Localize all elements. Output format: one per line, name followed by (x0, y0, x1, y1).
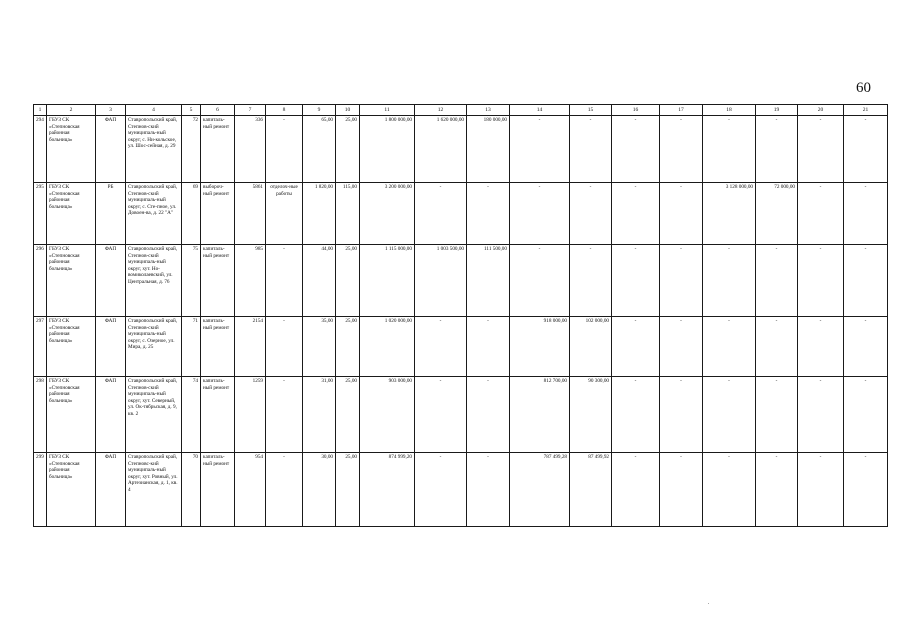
area-value: 336 (235, 116, 266, 183)
col20-value: - (798, 453, 844, 527)
row-number: 295 (34, 183, 47, 245)
column-number: 14 (510, 105, 570, 116)
col15-value: - (570, 116, 612, 183)
col12-value: - (415, 183, 467, 245)
col19-value: 72 000,00 (756, 183, 798, 245)
col20-value: - (798, 245, 844, 317)
col10-value: 25,00 (336, 116, 360, 183)
col13-value: 111 500,00 (467, 245, 510, 317)
organization-name: ГБУЗ СК «Степновская районная больница» (47, 317, 96, 377)
col18-value: - (703, 377, 756, 453)
col17-value: - (660, 453, 703, 527)
col8-value: отделоч-ные работы (266, 183, 303, 245)
column-number: 10 (336, 105, 360, 116)
area-value: 2154 (235, 317, 266, 377)
facility-type: ФАП (96, 317, 126, 377)
col21-value: - (844, 317, 888, 377)
facility-type: ФАП (96, 453, 126, 527)
col9-value: 31,00 (303, 377, 336, 453)
organization-name: ГБУЗ СК «Степновская районная больница» (47, 453, 96, 527)
column-number: 13 (467, 105, 510, 116)
col14-value: 918 000,00 (510, 317, 570, 377)
work-type: капиталь-ный ремонт (201, 116, 235, 183)
col14-value: - (510, 116, 570, 183)
col15-value: 87 499,92 (570, 453, 612, 527)
col5-value: 70 (182, 453, 201, 527)
column-number: 16 (612, 105, 660, 116)
col17-value: - (660, 116, 703, 183)
facility-address: Ставропольский край, Степнов-ский муниципаль-ный округ, хут. Северный, ул. Ок-тябрьская, д. 9, кв. 2 (126, 377, 182, 453)
column-number: 17 (660, 105, 703, 116)
column-number: 21 (844, 105, 888, 116)
col8-value: - (266, 377, 303, 453)
col9-value: 1 820,00 (303, 183, 336, 245)
facility-address: Ставропольский край, Степнов-ский муниципаль-ный округ, с. Озерное, ул. Мира, д. 25 (126, 317, 182, 377)
col8-value: - (266, 245, 303, 317)
column-number: 3 (96, 105, 126, 116)
col21-value: - (844, 377, 888, 453)
column-number: 19 (756, 105, 798, 116)
facility-address: Ставропольский край, Степнов-ский муниципаль-ный округ, с. Сте-пное, ул. Довоен-ва, д. 22 "А" (126, 183, 182, 245)
col16-value: - (612, 453, 660, 527)
col18-value: - (703, 317, 756, 377)
col8-value: - (266, 116, 303, 183)
column-number: 1 (34, 105, 47, 116)
page-number: 60 (856, 80, 871, 96)
col16-value: - (612, 317, 660, 377)
table-row (34, 183, 888, 245)
col14-value: 812 700,00 (510, 377, 570, 453)
col12-value: - (415, 317, 467, 377)
col19-value: - (756, 317, 798, 377)
col16-value: - (612, 183, 660, 245)
table-row (34, 453, 888, 527)
col19-value: - (756, 245, 798, 317)
col18-value: - (703, 116, 756, 183)
col15-value: 102 000,00 (570, 317, 612, 377)
column-number: 7 (235, 105, 266, 116)
col19-value: - (756, 116, 798, 183)
work-type: капиталь-ный ремонт (201, 317, 235, 377)
column-number: 4 (126, 105, 182, 116)
col5-value: 74 (182, 377, 201, 453)
row-number: 297 (34, 317, 47, 377)
col5-value: 75 (182, 245, 201, 317)
facility-type: РБ (96, 183, 126, 245)
work-type: капиталь-ный ремонт (201, 245, 235, 317)
col21-value: - (844, 183, 888, 245)
col13-value: 180 000,00 (467, 116, 510, 183)
total-cost: 1 020 000,00 (360, 317, 415, 377)
col15-value: - (570, 245, 612, 317)
facility-type: ФАП (96, 116, 126, 183)
col9-value: 44,00 (303, 245, 336, 317)
scan-speck (708, 603, 709, 604)
column-number-row (34, 105, 888, 116)
total-cost: 1 115 000,00 (360, 245, 415, 317)
col20-value: - (798, 317, 844, 377)
table-row (34, 245, 888, 317)
col5-value: 69 (182, 183, 201, 245)
facility-address: Ставропольский край, Степнов-ский муниципаль-ный округ, с. Ни-кольское, ул. Шос-сейная, д. 29 (126, 116, 182, 183)
table-row (34, 116, 888, 183)
facilities-repair-table (33, 104, 888, 527)
organization-name: ГБУЗ СК «Степновская районная больница» (47, 116, 96, 183)
col12-value: - (415, 377, 467, 453)
col5-value: 72 (182, 116, 201, 183)
work-type: выбороч-ный ремонт (201, 183, 235, 245)
col14-value: 787 499,28 (510, 453, 570, 527)
col20-value: - (798, 183, 844, 245)
table-row (34, 317, 888, 377)
col12-value: 1 003 500,00 (415, 245, 467, 317)
col15-value: 90 300,00 (570, 377, 612, 453)
column-number: 20 (798, 105, 844, 116)
col14-value: - (510, 245, 570, 317)
col17-value: - (660, 245, 703, 317)
col18-value: - (703, 453, 756, 527)
area-value: 5861 (235, 183, 266, 245)
column-number: 12 (415, 105, 467, 116)
col12-value: 1 620 000,00 (415, 116, 467, 183)
total-cost: 1 800 000,00 (360, 116, 415, 183)
col12-value: - (415, 453, 467, 527)
col17-value: - (660, 183, 703, 245)
area-value: 1259 (235, 377, 266, 453)
work-type: капиталь-ный ремонт (201, 377, 235, 453)
row-number: 296 (34, 245, 47, 317)
col20-value: - (798, 377, 844, 453)
row-number: 299 (34, 453, 47, 527)
table-row (34, 377, 888, 453)
col21-value: - (844, 245, 888, 317)
col9-value: 30,00 (303, 453, 336, 527)
col5-value: 71 (182, 317, 201, 377)
column-number: 5 (182, 105, 201, 116)
col10-value: 25,00 (336, 453, 360, 527)
col19-value: - (756, 377, 798, 453)
column-number: 9 (303, 105, 336, 116)
facility-address: Ставропольский край, Степнов-ский муниципаль-ный округ, хут. Но-вомиколаевский, ул. Центральная, д. 76 (126, 245, 182, 317)
col16-value: - (612, 116, 660, 183)
col21-value: - (844, 116, 888, 183)
col10-value: 25,00 (336, 245, 360, 317)
column-number: 8 (266, 105, 303, 116)
col20-value: - (798, 116, 844, 183)
col16-value: - (612, 245, 660, 317)
column-number: 11 (360, 105, 415, 116)
facility-type: ФАП (96, 245, 126, 317)
total-cost: 903 000,00 (360, 377, 415, 453)
col15-value: - (570, 183, 612, 245)
col14-value: - (510, 183, 570, 245)
col21-value: - (844, 453, 888, 527)
col16-value: - (612, 377, 660, 453)
organization-name: ГБУЗ СК «Степновская районная больница» (47, 245, 96, 317)
row-number: 298 (34, 377, 47, 453)
col9-value: 35,00 (303, 317, 336, 377)
total-cost: 3 200 000,00 (360, 183, 415, 245)
total-cost: 874 999,20 (360, 453, 415, 527)
col13-value: - (467, 377, 510, 453)
area-value: 954 (235, 453, 266, 527)
row-number: 294 (34, 116, 47, 183)
col17-value: - (660, 377, 703, 453)
col8-value: - (266, 317, 303, 377)
col9-value: 65,00 (303, 116, 336, 183)
facility-address: Ставропольский край, Степновс-кий муниципаль-ный округ, хут. Ровный, ул. Артезианская, д. 1, кв. 4 (126, 453, 182, 527)
column-number: 6 (201, 105, 235, 116)
area-value: 985 (235, 245, 266, 317)
col10-value: 25,00 (336, 317, 360, 377)
col18-value: - (703, 245, 756, 317)
col13-value: - (467, 183, 510, 245)
col17-value: - (660, 317, 703, 377)
organization-name: ГБУЗ СК «Степновская районная больница» (47, 377, 96, 453)
col10-value: 25,00 (336, 377, 360, 453)
col10-value: 115,00 (336, 183, 360, 245)
facility-type: ФАП (96, 377, 126, 453)
col13-value: - (467, 317, 510, 377)
col19-value: - (756, 453, 798, 527)
column-number: 18 (703, 105, 756, 116)
column-number: 2 (47, 105, 96, 116)
column-number: 15 (570, 105, 612, 116)
col18-value: 3 128 000,00 (703, 183, 756, 245)
col8-value: - (266, 453, 303, 527)
work-type: капиталь-ный ремонт (201, 453, 235, 527)
col13-value: - (467, 453, 510, 527)
organization-name: ГБУЗ СК «Степновская районная больница» (47, 183, 96, 245)
